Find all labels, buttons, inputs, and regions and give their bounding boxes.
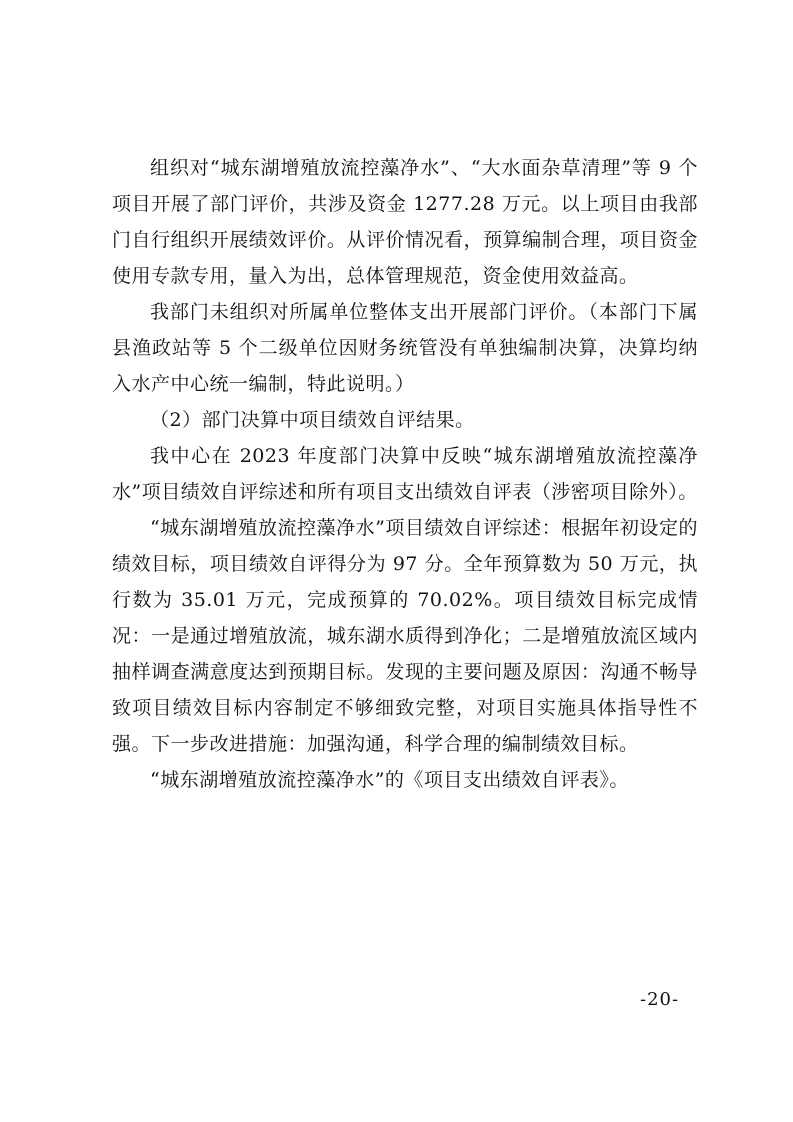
paragraph-self-evaluation-intro: 我中心在 2023 年度部门决算中反映“城东湖增殖放流控藻净水”项目绩效自评综述和所有项目支出绩效自评表（涉密项目除外）。 [112, 445, 698, 503]
paragraph-project-summary: “城东湖增殖放流控藻净水”项目绩效自评综述：根据年初设定的绩效目标，项目绩效自评得分为 97 分。全年预算数为 50 万元，执行数为 35.01 万元，完成预算的 70.02%。项目绩效目标完成情况：一是通过增殖放流，城东湖水质得到净化；二是增殖放流区域内抽样调查满意度达到预期目标。发现的主要问题及原因：沟通不畅导致项目绩效目标内容制定不够细致完整，对项目实施具体指导性不强。下一步改进措施：加强沟通，科学合理的编制绩效目标。 [112, 517, 698, 755]
page-number: -20- [640, 989, 680, 1010]
paragraph-department-evaluation: 组织对“城东湖增殖放流控藻净水”、“大水面杂草清理”等 9 个项目开展了部门评价，共涉及资金 1277.28 万元。以上项目由我部门自行组织开展绩效评价。从评价情况看，预算编制合理，项目资金使用专款专用，量入为出，总体管理规范，资金使用效益高。 [112, 157, 698, 287]
paragraph-section-heading: （2）部门决算中项目绩效自评结果。 [150, 409, 475, 431]
paragraph-unit-evaluation-note: 我部门未组织对所属单位整体支出开展部门评价。（本部门下属县渔政站等 5 个二级单位因财务统管没有单独编制决算，决算均纳入水产中心统一编制，特此说明。） [112, 301, 698, 395]
body-text [112, 150, 698, 798]
paragraph-evaluation-table-ref: “城东湖增殖放流控藻净水”的《项目支出绩效自评表》。 [150, 769, 629, 791]
